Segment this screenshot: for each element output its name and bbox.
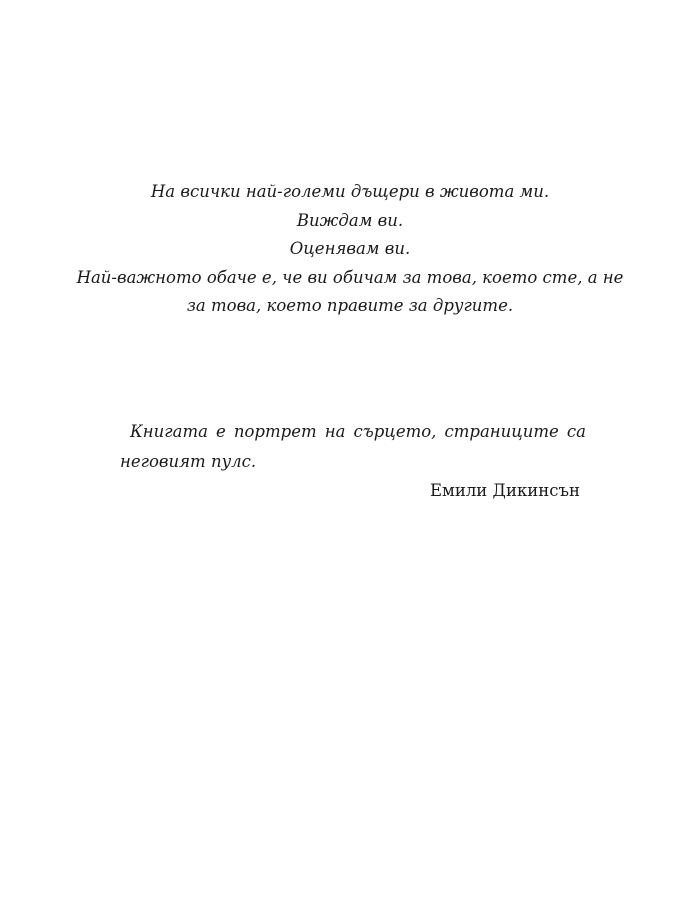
epigraph-quote: Книгата е портрет на сърцето, страниците са неговият пулс. [120, 422, 586, 471]
epigraph-author: Емили Дикинсън [429, 481, 580, 500]
dedication-line-2: Виждам ви. [296, 210, 404, 230]
epigraph [120, 417, 586, 506]
dedication-line-1: На всички най-големи дъщери в живота ми. [150, 182, 550, 201]
dedication-line-3: Оценявам ви. [289, 239, 411, 258]
dedication [60, 178, 640, 321]
dedication-line-5: за това, което правите за другите. [186, 296, 514, 315]
dedication-line-4: Най-важното обаче е, че ви обичам за това, което сте, а не [76, 267, 624, 287]
